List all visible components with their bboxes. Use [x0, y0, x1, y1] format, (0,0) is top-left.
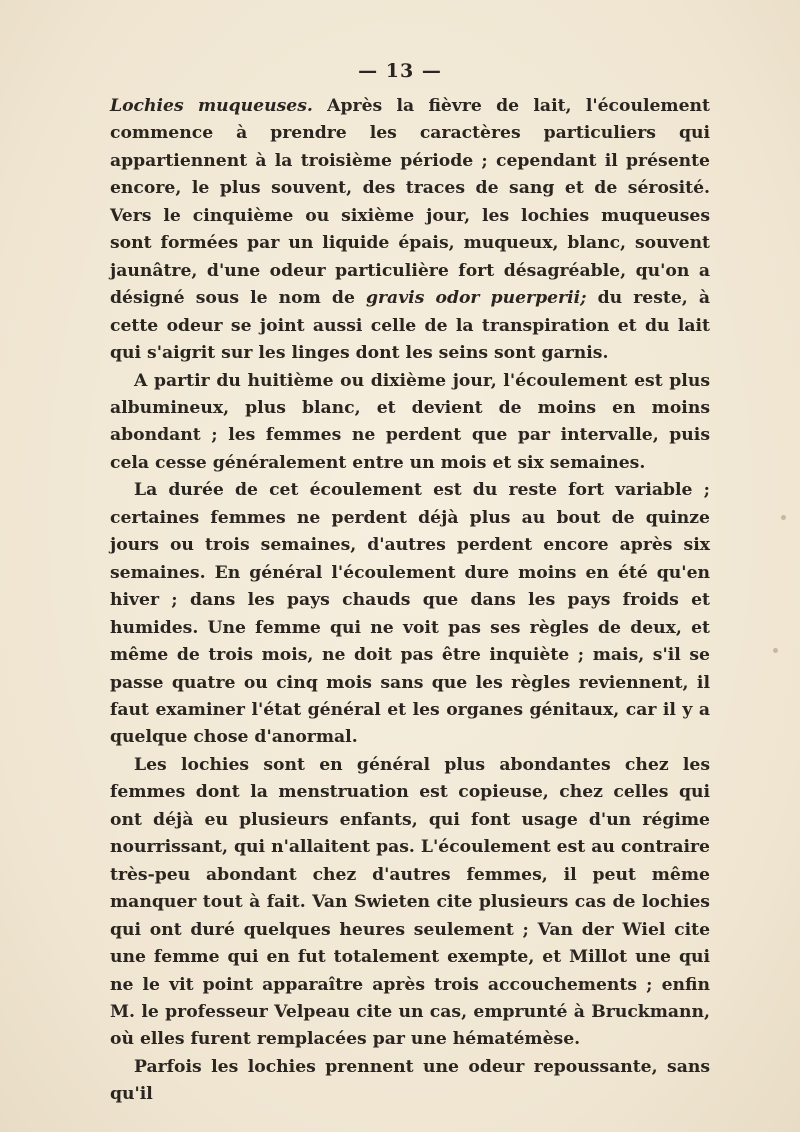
page-number: — 13 —: [358, 60, 442, 82]
paragraph-text-part-b: du reste, à cette odeur se joint aussi celle de la transpiration et du lait qui s'aigrit sur les linges dont les seins sont garnis.: [110, 288, 710, 364]
paragraph-lochies-muqueuses: [110, 93, 710, 368]
latin-term: gravis odor puerperii;: [365, 288, 587, 309]
paragraph-lochies-abondantes: Les lochies sont en général plus abondantes chez les femmes dont la menstruation est copieuse, chez celles qui ont déjà eu plusieurs enfants, qui font usage d'un régime nourrissant, qui n'allaitent pas. L'écoulement est au contraire très-peu abondant chez d'autres femmes, il peut même manquer tout à fait. Van Swieten cite plusieurs cas de lochies qui ont duré quelques heures seulement ; Van der Wiel cite une femme qui en fut totalement exempte, et Millot une qui ne le vit point apparaître après trois accouchements ; enfin M. le professeur Velpeau cite un cas, emprunté à Bruckmann, où elles furent remplacées par une hématémèse.: [110, 754, 710, 1050]
paper-speck: [781, 515, 786, 520]
paragraph-text-part-a: Après la fièvre de lait, l'écoulement commence à prendre les caractères particuliers qui appartiennent à la troisième période ; cependant il présente encore, le plus souvent, des traces de sang et de sérosité. Vers le cinquième ou sixième jour, les lochies muqueuses sont formées par un liquide épais, muqueux, blanc, souvent jaunâtre, d'une odeur particulière fort désagréable, qu'on a désigné sous le nom de: [110, 96, 710, 309]
paragraph-odeur-repoussante: Parfois les lochies prennent une odeur repoussante, sans qu'il: [110, 1056, 710, 1105]
paragraph-duree-ecoulement: La durée de cet écoulement est du reste fort variable ; certaines femmes ne perdent déjà plus au bout de quinze jours ou trois semaines, d'autres perdent encore après six semaines. En général l'écoulement dure moins en été qu'en hiver ; dans les pays chauds que dans les pays froids et humides. Une femme qui ne voit pas ses règles de deux, et même de trois mois, ne doit pas être inquiète ; mais, s'il se passe quatre ou cinq mois sans que les règles reviennent, il faut examiner l'état général et les organes génitaux, car il y a quelque chose d'anormal.: [110, 480, 710, 748]
paper-speck: [773, 648, 778, 653]
paragraph-huitieme-jour: A partir du huitième ou dixième jour, l'écoulement est plus albumineux, plus blanc, et devient de moins en moins abondant ; les femmes ne perdent que par intervalle, puis cela cesse généralement entre un mois et six semaines.: [110, 370, 710, 473]
body-text: [110, 93, 710, 1109]
section-lead-heading: Lochies muqueuses.: [110, 96, 313, 116]
